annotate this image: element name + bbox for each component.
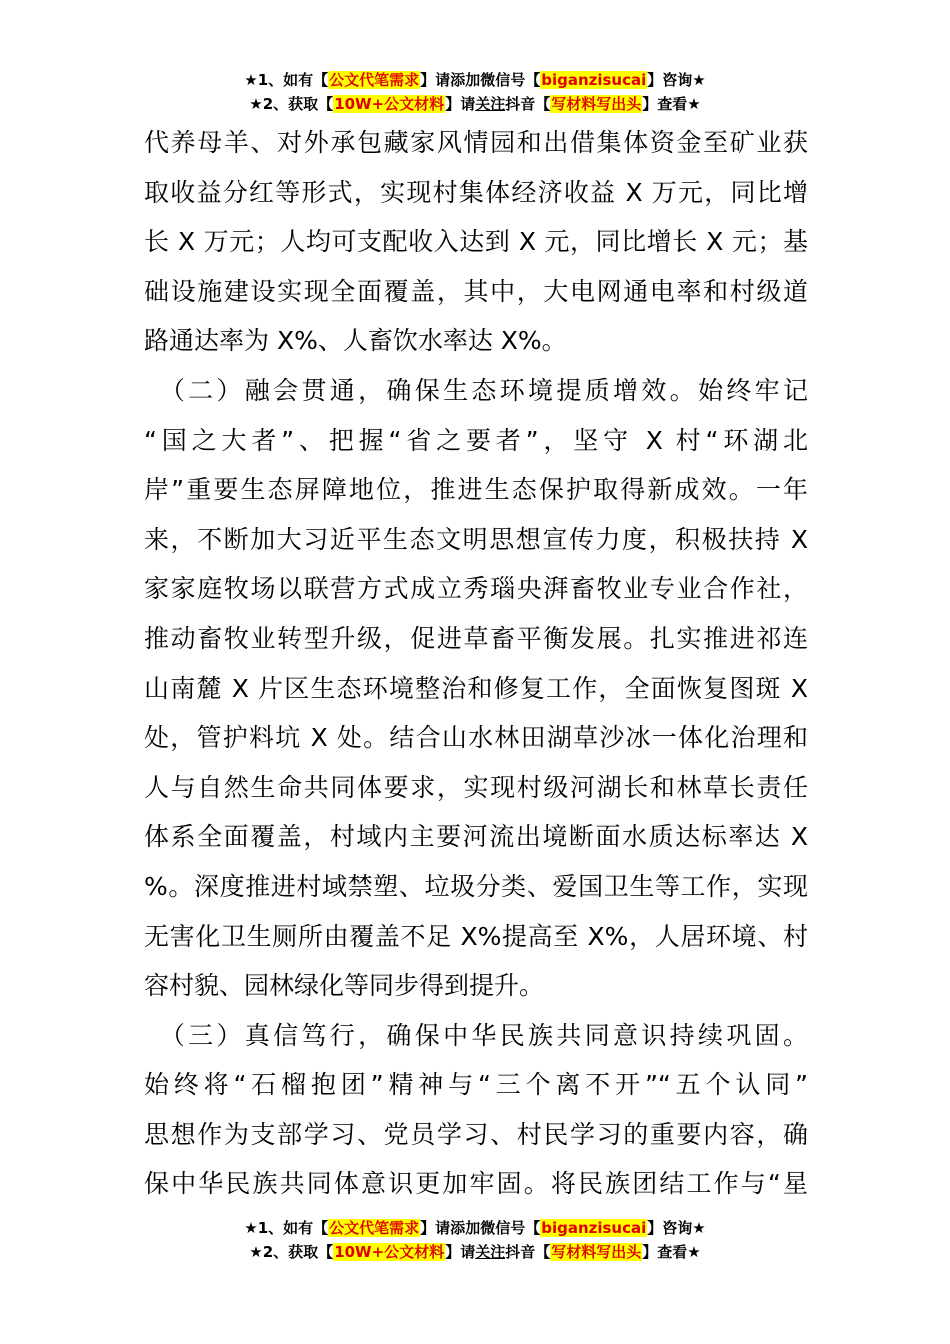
- banner-emphasis: 关注: [475, 95, 506, 113]
- banner-emphasis: 加: [465, 71, 481, 89]
- highlight-text: 10W+公文材料: [334, 1243, 445, 1261]
- banner-text: 】请添: [420, 1219, 466, 1237]
- section-heading-line: （二）融会贯通，确保生态环境提质增效。始终牢记: [144, 375, 808, 405]
- text-line: %。深度推进村域禁塑、垃圾分类、爱国卫生等工作，实现: [144, 871, 808, 901]
- text-line: 推动畜牧业转型升级，促进草畜平衡发展。扎实推进祁连: [144, 623, 808, 653]
- banner-text: 微信号【: [480, 71, 541, 89]
- highlight-text: 写材料写出头: [551, 95, 642, 113]
- document-body: [144, 118, 808, 1209]
- header-banner: [0, 68, 950, 116]
- banner-text: 】请: [445, 95, 476, 113]
- text-line: 人与自然生命共同体要求，实现村级河湖长和林草长责任: [144, 772, 808, 802]
- highlight-text: 写材料写出头: [551, 1243, 642, 1261]
- text-line: 山南麓 X 片区生态环境整治和修复工作，全面恢复图斑 X: [144, 673, 808, 703]
- banner-line-1: [0, 68, 950, 92]
- banner-line-1: [0, 1216, 950, 1240]
- banner-text: 】咨询★: [647, 1219, 706, 1237]
- banner-emphasis: 加: [465, 1219, 481, 1237]
- highlight-text: 公文代笔需求: [329, 1219, 420, 1237]
- banner-text: ★1、如有【: [244, 71, 329, 89]
- text-line: 处，管护料坑 X 处。结合山水林田湖草沙冰一体化治理和: [144, 723, 808, 753]
- banner-text: 微信号【: [480, 1219, 541, 1237]
- banner-text: 抖音【: [505, 1243, 551, 1261]
- section-heading-line: （三）真信笃行，确保中华民族共同意识持续巩固。: [144, 1020, 808, 1050]
- text-line: 体系全面覆盖，村域内主要河流出境断面水质达标率达 X: [144, 822, 808, 852]
- text-line: 思想作为支部学习、党员学习、村民学习的重要内容，确: [144, 1119, 808, 1149]
- text-line: 来，不断加大习近平生态文明思想宣传力度，积极扶持 X: [144, 524, 808, 554]
- text-line: 代养母羊、对外承包藏家风情园和出借集体资金至矿业获: [144, 128, 808, 157]
- text-line: 保中华民族共同体意识更加牢固。将民族团结工作与“星: [144, 1169, 808, 1199]
- text-line: 岸”重要生态屏障地位，推进生态保护取得新成效。一年: [144, 475, 808, 505]
- banner-text: ★2、获取【: [249, 1243, 334, 1261]
- footer-banner: [0, 1216, 950, 1264]
- banner-emphasis: 关注: [475, 1243, 506, 1261]
- text-line: 无害化卫生厕所由覆盖不足 X%提高至 X%，人居环境、村: [144, 921, 808, 951]
- text-line: 容村貌、园林绿化等同步得到提升。: [144, 971, 545, 1001]
- highlight-text: 公文代笔需求: [329, 71, 420, 89]
- banner-text: ★2、获取【: [249, 95, 334, 113]
- text-line: 始终将“石榴抱团”精神与“三个离不开”“五个认同”: [144, 1070, 808, 1100]
- text-line: 路通达率为 X%、人畜饮水率达 X%。: [144, 326, 567, 356]
- banner-text: 】查看★: [642, 1243, 701, 1261]
- text-line: 取收益分红等形式，实现村集体经济收益 X 万元，同比增: [144, 177, 808, 207]
- banner-text: 】请添: [420, 71, 466, 89]
- text-line: 础设施建设实现全面覆盖，其中，大电网通电率和村级道: [144, 276, 808, 306]
- banner-text: 】查看★: [642, 95, 701, 113]
- banner-line-2: [0, 92, 950, 116]
- highlight-text: 10W+公文材料: [334, 95, 445, 113]
- banner-text: ★1、如有【: [244, 1219, 329, 1237]
- text-line: 长 X 万元；人均可支配收入达到 X 元，同比增长 X 元；基: [144, 227, 808, 257]
- banner-text: 抖音【: [505, 95, 551, 113]
- banner-line-2: [0, 1240, 950, 1264]
- banner-text: 】请: [445, 1243, 476, 1261]
- highlight-text: biganzisucai: [541, 71, 647, 89]
- text-line: “国之大者”、把握“省之要者”，坚守 X 村“环湖北: [144, 425, 808, 455]
- banner-text: 】咨询★: [647, 71, 706, 89]
- highlight-text: biganzisucai: [541, 1219, 647, 1237]
- text-line: 家家庭牧场以联营方式成立秀瑙央湃畜牧业专业合作社，: [144, 574, 808, 604]
